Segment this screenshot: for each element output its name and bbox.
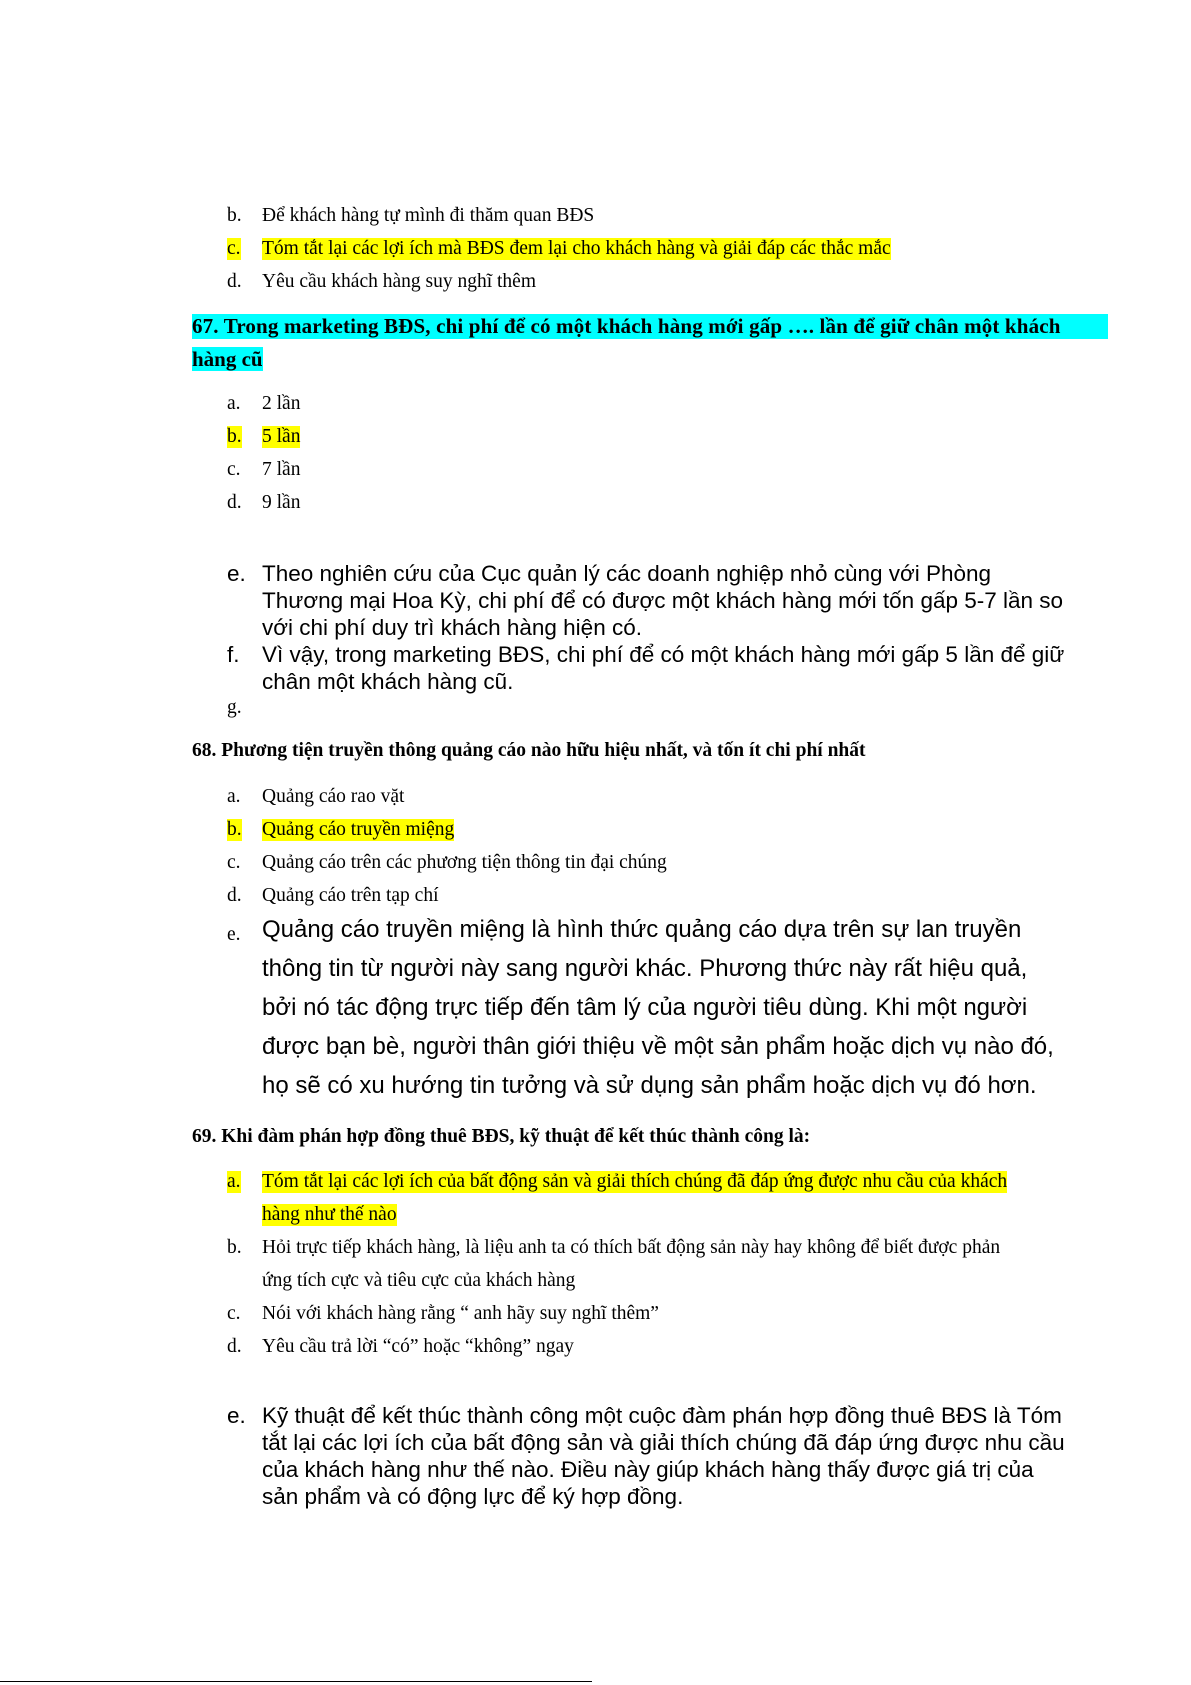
question-68-title: 68. Phương tiện truyền thông quảng cáo nào hữu hiệu nhất, và tốn ít chi phí nhất: [192, 740, 866, 761]
document-page: b. Để khách hàng tự mình đi thăm quan BĐS c. Tóm tắt lại các lợi ích mà BĐS đem lại cho khách hàng và giải đáp các thắc mắc d. Yêu cầu khách hàng suy nghĩ thêm 67. Trong marketing BĐS, chi phí để có một khách hàng mới gấp …. lần để giữ chân một khách hàng cũ a. 2 lần b. 5 lần c. 7 lần d. 9 lần e. Theo nghiên cứu của Cục quản lý các doanh nghiệp nhỏ cùng với Phòng Thương mại Hoa Kỳ, chi phí để có được một khách hàng mới tốn gấp 5-7 lần so với chi phí duy trì khách hàng hiện có. f. Vì vậy, trong marketing BĐS, chi phí để có một khách hàng mới gấp 5 lần để giữ chân một khách hàng cũ. g. 68. Phương tiện truyền thông quảng cáo nào hữu hiệu nhất, và tốn ít chi phí nhất a. Quảng cáo rao vặt b. Quảng cáo truyền miệng c. Quảng cáo trên các phương tiện thông tin đại chúng d. Quảng cáo trên tạp chí e. Quảng cáo truyền miệng là hình thức quảng cáo dựa trên sự lan truyền thông tin từ người này sang người khác. Phương thức này rất hiệu quả, bởi nó tác động trực tiếp đến tâm lý của người tiêu dùng. Khi một người được bạn bè, người thân giới thiệu về một sản phẩm hoặc dịch vụ nào đó, họ sẽ có xu hướng tin tưởng và sử dụng sản phẩm hoặc dịch vụ đó hơn. 69. Khi đàm phán hợp đồng thuê BĐS, kỹ thuật để kết thúc thành công là: a. Tóm tắt lại các lợi ích của bất động sản và giải thích chúng đã đáp ứng được nhu cầu của khách hàng như thế nào b. Hỏi trực tiếp khách hàng, là liệu anh ta có thích bất động sản này hay không để biết được phản ứng tích cực và tiêu cực của khách hàng c. Nói với khách hàng rằng “ anh hãy suy nghĩ thêm” d. Yêu cầu trả lời “có” hoặc “không” ngay e. Kỹ thuật để kết thúc thành công một cuộc đàm phán hợp đồng thuê BĐS là Tóm tắt lại các lợi ích của bất động sản và giải thích chúng đã đáp ứng được nhu cầu của khách hàng như thế nào. Điều này giúp khách hàng thấy được giá trị của sản phẩm và có động lực để ký hợp đồng.: [0, 0, 1191, 1685]
question-69-title: 69. Khi đàm phán hợp đồng thuê BĐS, kỹ thuật để kết thúc thành công là:: [192, 1126, 811, 1147]
question-67-title-line1: 67. Trong marketing BĐS, chi phí để có một khách hàng mới gấp …. lần để giữ chân một khách: [192, 314, 1108, 339]
question-67-title-line2: hàng cũ: [192, 347, 263, 371]
footnote-separator: [0, 1681, 592, 1682]
